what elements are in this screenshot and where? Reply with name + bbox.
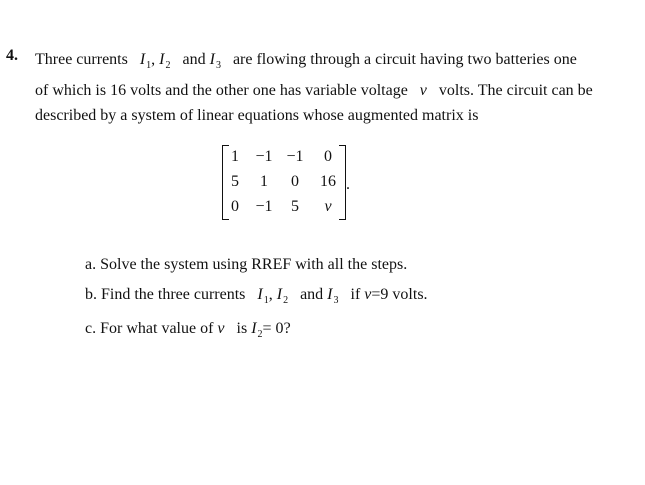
part-b [85,286,428,306]
problem-line-3: described by a system of linear equations whose augmented matrix is [35,107,479,124]
var-v: v [419,82,427,99]
part-b-if: if [350,286,361,303]
var-i1: I [139,51,146,68]
part-b-volts: volts. [392,286,428,303]
part-c-eq: = 0 [262,320,284,337]
problem-number: 4. [6,47,18,64]
matrix-cell-r2c2: 1 [260,173,268,190]
part-c-is: is [236,320,248,337]
matrix-cell-r2c3: 0 [291,173,299,190]
part-c-sub-i2: 2 [257,329,263,340]
text-and: and [182,51,206,68]
part-a [85,256,407,274]
part-b-var-v: v [364,286,372,303]
part-c-var-v: v [217,320,225,337]
part-c-question: ? [283,320,291,337]
comma-i1: , [151,51,156,68]
matrix-cell-r1c1: 1 [231,148,239,165]
part-b-label: b. [85,286,97,303]
sub-i1: 1 [146,60,152,71]
problem-statement [35,47,635,128]
matrix-cell-r2c1: 5 [231,173,239,190]
part-c-text: For what value of [100,320,214,337]
matrix-cell-r3c2: −1 [255,198,273,215]
part-b-var-i3: I [327,286,333,303]
part-c [85,320,291,340]
matrix-cell-r1c2: −1 [255,148,273,165]
text-flowing: are flowing through a circuit having two batteries one [232,51,577,68]
part-a-label: a. [85,256,97,273]
part-c-var-i2: I [251,320,257,337]
var-i3: I [209,51,215,68]
sub-i2: 2 [165,60,171,71]
part-b-and: and [300,286,324,303]
sub-i3: 3 [215,60,221,71]
matrix-cell-r1c3: −1 [286,148,304,165]
matrix-cell-r1c4: 0 [324,148,332,165]
text-sixteen-volts: of which is 16 volts and the other one has variable voltage [35,82,408,99]
matrix-cell-r2c4: 16 [320,173,336,190]
part-b-eq: =9 [371,286,389,303]
matrix-cell-r3c3: 5 [291,198,299,215]
matrix-cell-r3c4: v [324,198,332,215]
problem-line-1 [35,47,635,78]
part-b-sub-i1: 1 [263,295,269,306]
text-three-currents: Three currents [35,51,128,68]
part-c-label: c. [85,320,97,337]
problem-line-2 [35,78,635,103]
matrix-period: . [346,176,350,193]
part-a-text: Solve the system using RREF with all the steps. [100,256,408,273]
part-b-comma: , [268,286,273,303]
matrix-cell-r3c1: 0 [231,198,239,215]
augmented-matrix [222,145,346,218]
text-volts-circuit: volts. The circuit can be [438,82,593,99]
var-i2: I [159,51,165,68]
part-b-var-i1: I [257,286,263,303]
part-b-sub-i3: 3 [333,295,339,306]
part-b-text: Find the three currents [101,286,246,303]
part-b-var-i2: I [276,286,283,303]
part-b-sub-i2: 2 [283,295,289,306]
